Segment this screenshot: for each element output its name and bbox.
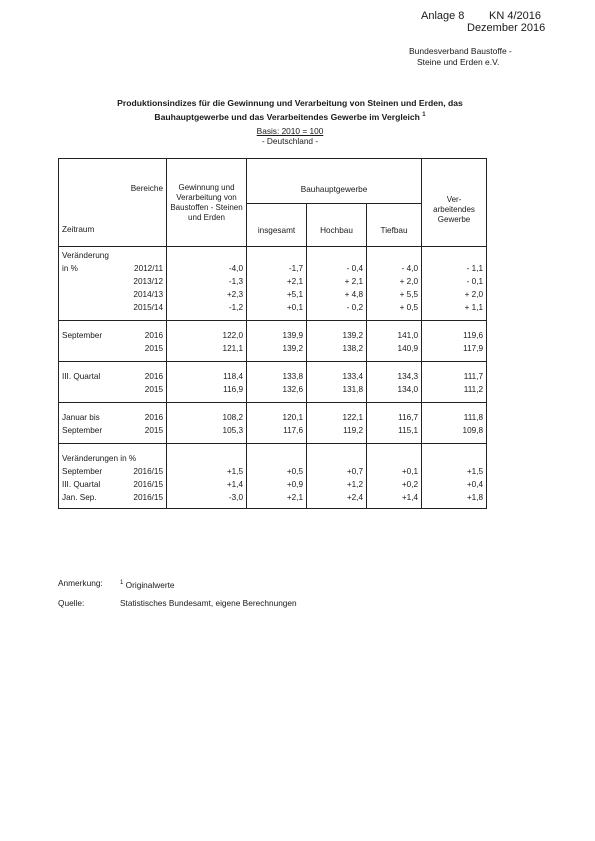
- cell-tiefbau: [367, 249, 422, 262]
- cell-gewinnung: 121,1: [167, 342, 247, 355]
- table-row: [59, 288, 487, 301]
- row-period: 2016: [144, 371, 164, 381]
- cell-hochbau: 122,1: [307, 411, 367, 424]
- cell-verarbeitendes: 111,2: [422, 383, 487, 396]
- cell-insgesamt: [247, 452, 307, 465]
- cell-verarbeitendes: 117,9: [422, 342, 487, 355]
- title-line-2-text: Bauhauptgewerbe und das Verarbeitendes Gewerbe im Vergleich: [154, 111, 420, 122]
- cell-hochbau: 139,2: [307, 329, 367, 342]
- cell-tiefbau: 115,1: [367, 424, 422, 437]
- row-period: 2016/15: [133, 479, 164, 489]
- production-index-table: [58, 158, 487, 509]
- anmerkung-mark: 1: [120, 580, 124, 586]
- cell-hochbau: - 0,4: [307, 262, 367, 275]
- cell-hochbau: +0,7: [307, 465, 367, 478]
- row-label: [59, 301, 123, 314]
- cell-verarbeitendes: 111,7: [422, 370, 487, 383]
- row-label: September: [59, 329, 123, 342]
- cell-insgesamt: +2,1: [247, 491, 307, 504]
- cell-insgesamt: 117,6: [247, 424, 307, 437]
- section-spacer: [59, 402, 487, 411]
- cell-tiefbau: +1,4: [367, 491, 422, 504]
- cell-hochbau: 133,4: [307, 370, 367, 383]
- region-label: - Deutschland -: [261, 136, 319, 146]
- cell-hochbau: +1,2: [307, 478, 367, 491]
- row-period: 2015: [144, 425, 164, 435]
- cell-insgesamt: +2,1: [247, 275, 307, 288]
- cell-insgesamt: [247, 249, 307, 262]
- cell-gewinnung: [167, 452, 247, 465]
- cell-verarbeitendes: + 2,0: [422, 288, 487, 301]
- table-row: [59, 370, 487, 383]
- cell-insgesamt: +0,1: [247, 301, 307, 314]
- cell-hochbau: - 0,2: [307, 301, 367, 314]
- section-spacer: [59, 504, 487, 509]
- cell-insgesamt: +0,5: [247, 465, 307, 478]
- cell-gewinnung: -3,0: [167, 491, 247, 504]
- table-row: [59, 262, 487, 275]
- cell-tiefbau: 134,0: [367, 383, 422, 396]
- table-row: [59, 411, 487, 424]
- cell-gewinnung: 118,4: [167, 370, 247, 383]
- row-label: Veränderungen in %: [59, 452, 123, 465]
- row-label: [59, 288, 123, 301]
- row-period: 2015/14: [133, 302, 164, 312]
- cell-gewinnung: -4,0: [167, 262, 247, 275]
- org-line-1: Bundesverband Baustoffe -: [409, 46, 512, 56]
- table-row: [59, 342, 487, 355]
- anmerkung-value: [120, 577, 175, 591]
- cell-hochbau: [307, 249, 367, 262]
- table-row: [59, 329, 487, 342]
- cell-tiefbau: [367, 452, 422, 465]
- cell-verarbeitendes: - 0,1: [422, 275, 487, 288]
- table-row: [59, 383, 487, 396]
- table-row: [59, 301, 487, 314]
- cell-insgesamt: -1,7: [247, 262, 307, 275]
- cell-insgesamt: 139,9: [247, 329, 307, 342]
- cell-verarbeitendes: 119,6: [422, 329, 487, 342]
- table-row: [59, 424, 487, 437]
- date-label: Dezember 2016: [467, 22, 546, 34]
- cell-gewinnung: -1,3: [167, 275, 247, 288]
- anmerkung-text: Originalwerte: [125, 579, 175, 590]
- cell-tiefbau: +0,1: [367, 465, 422, 478]
- row-period: 2012/11: [134, 263, 164, 273]
- org-line-2: Steine und Erden e.V.: [417, 57, 500, 67]
- row-label: III. Quartal: [59, 370, 123, 383]
- title-footnote-mark: 1: [422, 112, 426, 118]
- row-period: 2016: [144, 330, 164, 340]
- quelle-text: Statistisches Bundesamt, eigene Berechnungen: [120, 598, 297, 608]
- table-row: [59, 249, 487, 262]
- cell-insgesamt: 139,2: [247, 342, 307, 355]
- table-row: [59, 478, 487, 491]
- cell-tiefbau: 141,0: [367, 329, 422, 342]
- header-bauhauptgewerbe: Bauhauptgewerbe: [247, 159, 422, 204]
- cell-insgesamt: +5,1: [247, 288, 307, 301]
- table-row: [59, 275, 487, 288]
- header-hochbau: Hochbau: [307, 204, 367, 247]
- cell-hochbau: +2,4: [307, 491, 367, 504]
- cell-insgesamt: 120,1: [247, 411, 307, 424]
- table-row: [59, 452, 487, 465]
- row-label: September: [59, 465, 123, 478]
- cell-tiefbau: 140,9: [367, 342, 422, 355]
- table-row: [59, 491, 487, 504]
- row-label: [59, 275, 123, 288]
- cell-hochbau: + 4,8: [307, 288, 367, 301]
- table-row: [59, 465, 487, 478]
- cell-gewinnung: 122,0: [167, 329, 247, 342]
- cell-verarbeitendes: [422, 452, 487, 465]
- cell-gewinnung: +2,3: [167, 288, 247, 301]
- table-header-row-1: [59, 159, 487, 204]
- cell-gewinnung: -1,2: [167, 301, 247, 314]
- section-spacer: [59, 443, 487, 452]
- cell-verarbeitendes: + 1,1: [422, 301, 487, 314]
- header-insgesamt: insgesamt: [247, 204, 307, 247]
- cell-gewinnung: 105,3: [167, 424, 247, 437]
- cell-hochbau: 138,2: [307, 342, 367, 355]
- cell-tiefbau: + 2,0: [367, 275, 422, 288]
- cell-hochbau: 119,2: [307, 424, 367, 437]
- header-verarbeitendes: Ver- arbeitendes Gewerbe: [422, 159, 487, 247]
- row-period: 2013/12: [133, 276, 164, 286]
- row-period: [123, 249, 167, 262]
- row-label: [59, 383, 123, 396]
- quelle-label: Quelle:: [58, 598, 85, 608]
- cell-tiefbau: 116,7: [367, 411, 422, 424]
- header-tiefbau: Tiefbau: [367, 204, 422, 247]
- row-label: [59, 342, 123, 355]
- cell-tiefbau: +0,2: [367, 478, 422, 491]
- cell-gewinnung: +1,4: [167, 478, 247, 491]
- cell-hochbau: [307, 452, 367, 465]
- row-period: 2015: [144, 384, 164, 394]
- row-period: 2016/15: [133, 492, 164, 502]
- header-bereiche: Bereiche: [59, 159, 167, 204]
- row-label: III. Quartal: [59, 478, 123, 491]
- anmerkung-label: Anmerkung:: [58, 578, 103, 588]
- row-period: 2014/13: [133, 289, 164, 299]
- header-gewinnung: Gewinnung und Verarbeitung von Baustoffen - Steinen und Erden: [167, 159, 247, 247]
- cell-tiefbau: - 4,0: [367, 262, 422, 275]
- cell-verarbeitendes: +1,8: [422, 491, 487, 504]
- cell-verarbeitendes: +1,5: [422, 465, 487, 478]
- cell-tiefbau: + 5,5: [367, 288, 422, 301]
- row-period: 2016/15: [133, 466, 164, 476]
- basis-label: Basis: 2010 = 100: [256, 126, 324, 136]
- row-label: Januar bis: [59, 411, 123, 424]
- cell-hochbau: + 2,1: [307, 275, 367, 288]
- row-label: in %: [59, 262, 123, 275]
- cell-gewinnung: 116,9: [167, 383, 247, 396]
- row-period: 2015: [144, 343, 164, 353]
- cell-verarbeitendes: - 1,1: [422, 262, 487, 275]
- header-zeitraum: Zeitraum: [59, 204, 167, 247]
- cell-verarbeitendes: +0,4: [422, 478, 487, 491]
- section-spacer: [59, 320, 487, 329]
- section-spacer: [59, 361, 487, 370]
- cell-tiefbau: 134,3: [367, 370, 422, 383]
- kn-label: KN 4/2016: [489, 10, 541, 22]
- anlage-label: Anlage 8: [421, 10, 465, 22]
- row-period: 2016: [144, 412, 164, 422]
- row-label: September: [59, 424, 123, 437]
- cell-insgesamt: +0,9: [247, 478, 307, 491]
- cell-insgesamt: 132,6: [247, 383, 307, 396]
- title-line-2: [40, 110, 540, 123]
- cell-gewinnung: 108,2: [167, 411, 247, 424]
- cell-verarbeitendes: 109,8: [422, 424, 487, 437]
- cell-gewinnung: +1,5: [167, 465, 247, 478]
- cell-tiefbau: + 0,5: [367, 301, 422, 314]
- cell-hochbau: 131,8: [307, 383, 367, 396]
- cell-verarbeitendes: [422, 249, 487, 262]
- row-label: Jan. Sep.: [59, 491, 123, 504]
- cell-verarbeitendes: 111,8: [422, 411, 487, 424]
- cell-insgesamt: 133,8: [247, 370, 307, 383]
- title-line-1: Produktionsindizes für die Gewinnung und Verarbeitung von Steinen und Erden, das: [117, 98, 463, 108]
- cell-gewinnung: [167, 249, 247, 262]
- row-label: Veränderung: [59, 249, 123, 262]
